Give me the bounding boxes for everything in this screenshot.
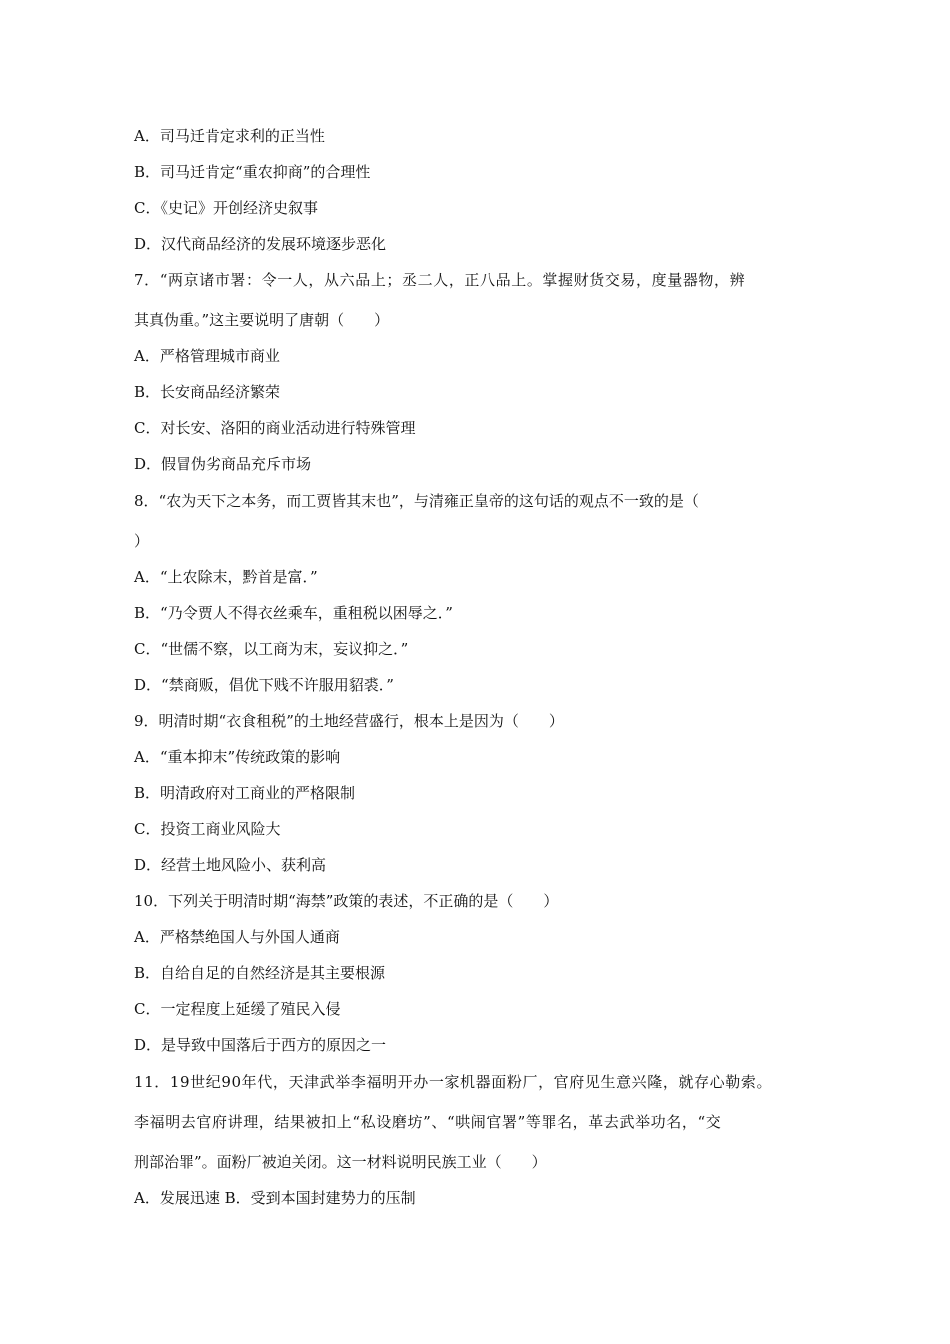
question-7-line-2: 其真伪重。”这主要说明了唐朝（ ） bbox=[134, 311, 390, 329]
option-8c: C．“世儒不察，以工商为末，妄议抑之．” bbox=[134, 640, 409, 658]
option-7a: A．严格管理城市商业 bbox=[134, 347, 280, 365]
option-10c: C．一定程度上延缓了殖民入侵 bbox=[134, 1000, 341, 1018]
option-9c: C．投资工商业风险大 bbox=[134, 820, 281, 838]
option-8a: A．“上农除末，黔首是富．” bbox=[134, 568, 318, 586]
document-page bbox=[134, 0, 824, 1344]
question-11-line-3: 刑部治罪”。面粉厂被迫关闭。这一材料说明民族工业（ ） bbox=[134, 1153, 547, 1171]
option-9a: A．“重本抑末”传统政策的影响 bbox=[134, 748, 341, 766]
question-9: 9．明清时期“衣食租税”的土地经营盛行，根本上是因为（ ） bbox=[134, 712, 564, 730]
option-8d: D．“禁商贩，倡优下贱不许服用貂裘．” bbox=[134, 676, 394, 694]
option-7c: C．对长安、洛阳的商业活动进行特殊管理 bbox=[134, 419, 416, 437]
option-11ab: A．发展迅速 B．受到本国封建势力的压制 bbox=[134, 1189, 416, 1207]
question-10: 10．下列关于明清时期“海禁”政策的表述，不正确的是（ ） bbox=[134, 892, 559, 910]
option-7d: D．假冒伪劣商品充斥市场 bbox=[134, 455, 312, 473]
question-11-line-1: 11．19世纪90年代，天津武举李福明开办一家机器面粉厂，官府见生意兴隆，就存心勒索。 bbox=[134, 1073, 773, 1091]
option-9d: D．经营土地风险小、获利高 bbox=[134, 856, 327, 874]
question-8-line-1: 8．“农为天下之本务，而工贾皆其末也”，与清雍正皇帝的这句话的观点不一致的是（ bbox=[134, 492, 699, 510]
question-11-line-2: 李福明去官府讲理，结果被扣上“私设磨坊”、“哄闹官署”等罪名，革去武举功名，“交 bbox=[134, 1113, 722, 1131]
option-6a: A．司马迁肯定求利的正当性 bbox=[134, 127, 325, 145]
option-10b: B．自给自足的自然经济是其主要根源 bbox=[134, 964, 386, 982]
option-8b: B．“乃令贾人不得衣丝乘车，重租税以困辱之．” bbox=[134, 604, 453, 622]
question-7-line-1: 7．“两京诸市署：令一人，从六品上；丞二人，正八品上。掌握财货交易，度量器物，辨 bbox=[134, 271, 746, 289]
option-6c: C．《史记》开创经济史叙事 bbox=[134, 199, 318, 217]
option-10d: D．是导致中国落后于西方的原因之一 bbox=[134, 1036, 387, 1054]
option-9b: B．明清政府对工商业的严格限制 bbox=[134, 784, 356, 802]
option-10a: A．严格禁绝国人与外国人通商 bbox=[134, 928, 340, 946]
option-6d: D．汉代商品经济的发展环境逐步恶化 bbox=[134, 235, 387, 253]
option-7b: B．长安商品经济繁荣 bbox=[134, 383, 281, 401]
question-8-line-2: ） bbox=[134, 532, 150, 550]
option-6b: B．司马迁肯定“重农抑商”的合理性 bbox=[134, 163, 371, 181]
